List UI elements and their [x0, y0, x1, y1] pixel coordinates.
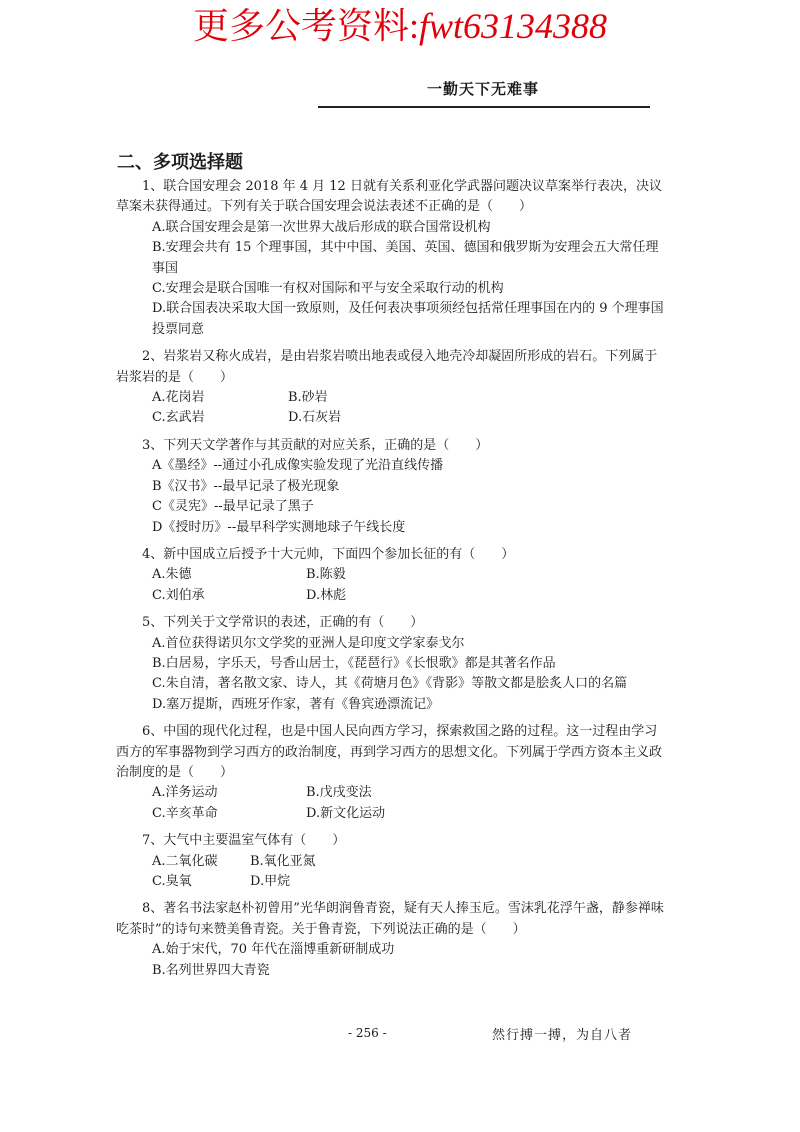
- option-row: [116, 388, 664, 408]
- option-a: A.花岗岩: [152, 390, 205, 406]
- option-c: C.臭氧: [152, 874, 192, 889]
- option-a: A.朱德: [152, 567, 192, 583]
- option-b: B《汉书》--最早记录了极光现象: [152, 478, 340, 494]
- option-d: D.新文化运动: [306, 805, 386, 821]
- option-d: D.甲烷: [250, 874, 291, 889]
- question-stem: 6、中国的现代化过程，也是中国人民向西方学习，探索救国之路的过程。这一过程由学习西方的军事器物到学习西方的政治制度，再到学习西方的思想文化。下列属于学西方资本主义政治制度的是（ ）: [116, 724, 663, 780]
- question-stem: 1、联合国安理会 2018 年 4 月 12 日就有关系利亚化学武器问题决议草案举行表决，决议草案未获得通过。下列有关于联合国安理会说法表述不正确的是（ ）: [116, 179, 662, 215]
- option-row: [116, 408, 664, 428]
- option-a: A《墨经》--通过小孔成像实验发现了光沿直线传播: [152, 458, 444, 474]
- option-c: C.安理会是联合国唯一有权对国际和平与安全采取行动的机构: [152, 281, 504, 297]
- option-a: A.首位获得诺贝尔文学奖的亚洲人是印度文学家泰戈尔: [152, 635, 465, 651]
- option-a: A.二氧化碳: [152, 853, 218, 869]
- option-d: D.林彪: [306, 587, 347, 603]
- question-8: [116, 899, 664, 981]
- option-b: B.戊戌变法: [306, 785, 372, 801]
- question-stem: 4、新中国成立后授予十大元帅，下面四个参加长征的有（ ）: [142, 546, 515, 562]
- option-d: D.联合国表决采取大国一致原则，及任何表决事项须经包括常任理事国在内的 9 个理事国投票同意: [152, 301, 664, 337]
- option-row: [116, 872, 664, 892]
- option-d: D.塞万提斯，西班牙作家，著有《鲁宾逊漂流记》: [152, 696, 440, 712]
- question-5: [116, 613, 664, 715]
- question-stem: 2、岩浆岩又称火成岩，是由岩浆岩喷出地表或侵入地壳冷却凝固所形成的岩石。下列属于岩浆岩的是（ ）: [116, 349, 658, 385]
- option-b: B.陈毅: [306, 567, 346, 583]
- option-b: B.白居易，字乐天，号香山居士，《琵琶行》《长恨歌》都是其著名作品: [152, 655, 556, 671]
- question-6: [116, 722, 664, 824]
- watermark-banner: [0, 4, 800, 48]
- option-c: C.玄武岩: [152, 410, 205, 426]
- watermark-id: fwt63134388: [419, 6, 608, 46]
- question-stem: 5、下列关于文学常识的表述，正确的有（ ）: [142, 615, 424, 631]
- option-c: C.辛亥革命: [152, 805, 218, 821]
- question-stem: 7、大气中主要温室气体有（ ）: [142, 833, 346, 849]
- question-4: [116, 545, 664, 606]
- question-stem: 8、著名书法家赵朴初曾用”光华朗润鲁青瓷，疑有天人捧玉卮。雪沫乳花浮午盏，静参禅味吃茶时”的诗句来赞美鲁青瓷。关于鲁青瓷，下列说法正确的是（ ）: [116, 901, 664, 937]
- option-row: [116, 852, 664, 872]
- question-list: [116, 177, 664, 988]
- option-a: A.洋务运动: [152, 785, 218, 801]
- question-2: [116, 347, 664, 429]
- option-row: [116, 783, 664, 803]
- option-row: [116, 565, 664, 585]
- question-7: [116, 831, 664, 892]
- option-b: B.名列世界四大青瓷: [152, 962, 270, 978]
- question-1: [116, 177, 664, 340]
- section-title: 二、多项选择题: [117, 152, 243, 173]
- option-a: A.始于宋代，70 年代在淄博重新研制成功: [152, 942, 395, 958]
- option-row: [116, 586, 664, 606]
- option-b: B.砂岩: [288, 390, 328, 406]
- option-row: [116, 804, 664, 824]
- option-c: C.朱自清，著名散文家、诗人，其《荷塘月色》《背影》等散文都是脍炙人口的名篇: [152, 676, 628, 692]
- page-number: - 256 -: [348, 1026, 387, 1040]
- watermark-cn: 更多公考资料:: [192, 6, 419, 46]
- option-b: B.安理会共有 15 个理事国，其中中国、美国、英国、德国和俄罗斯为安理会五大常任理事国: [152, 240, 659, 276]
- option-d: D.石灰岩: [288, 410, 342, 426]
- header-motto: 一勤天下无难事: [426, 80, 539, 98]
- option-b: B.氧化亚氮: [250, 853, 316, 869]
- question-stem: 3、下列天文学著作与其贡献的对应关系，正确的是（ ）: [142, 437, 489, 453]
- option-d: D《授时历》--最早科学实测地球子午线长度: [152, 519, 406, 535]
- header-rule: [318, 106, 650, 108]
- option-a: A.联合国安理会是第一次世界大战后形成的联合国常设机构: [152, 219, 491, 235]
- footer-slogan: 然行搏一搏，为自八者: [492, 1028, 633, 1043]
- question-3: [116, 436, 664, 538]
- option-c: C.刘伯承: [152, 587, 205, 603]
- option-c: C《灵宪》--最早记录了黑子: [152, 499, 314, 515]
